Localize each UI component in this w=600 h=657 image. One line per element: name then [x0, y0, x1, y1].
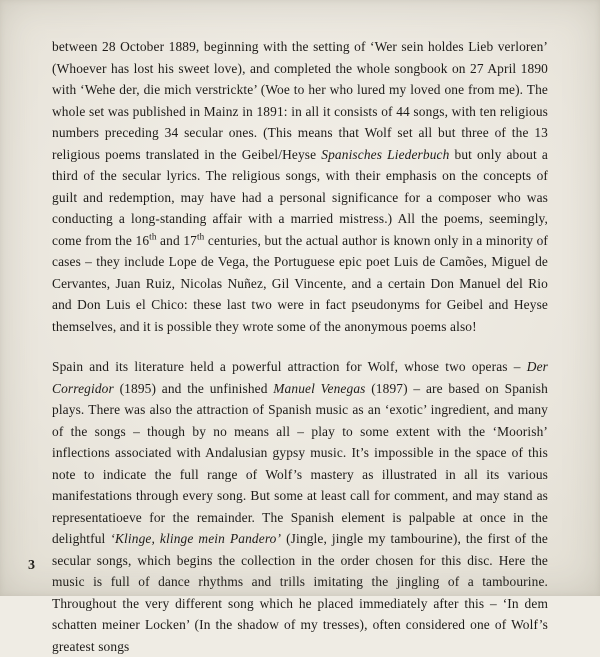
text-run: Spain and its literature held a powerful attraction for Wolf, whose two operas – [52, 359, 527, 374]
text-run: (Jingle, jingle my tambourine), the first of the secular songs, which begins the collection in the order chosen for this disc. Here the music is full of dance rhythms and trills imitating the jingling of a tambourine. Throughout the very different song which he placed immediately after this – ‘In dem schatten meiner Locken’ (In the shadow of my tresses), often considered one of Wolf’s greatest songs [52, 531, 548, 654]
opera-title-manuel-venegas: Manuel Venegas [273, 380, 366, 396]
text-run-italic: Spanisches Liederbuch [321, 146, 450, 162]
opera-title-der-corregidor: Der Corregidor [52, 359, 548, 396]
body-text-column [52, 36, 548, 657]
paragraph-2 [52, 356, 548, 657]
page-number: 3 [28, 558, 35, 573]
text-run: but only about a third of the secular lyrics. The religious songs, with their emphasis on the concepts of guilt and redemption, may have had a personal significance for a composer who was conducting a long-standing affair with a married mistress.) All the poems, seemingly, come from the 16 [52, 146, 548, 248]
text-run: (1895) and the unfinished [113, 380, 274, 396]
text-run: and 17 [156, 232, 197, 248]
text-run: centuries, but the actual author is known only in a minority of cases – they include Lope de Vega, the Portuguese epic poet Luis de Camões, Miguel de Cervantes, Juan Ruiz, Nicolas Nuñez, Gil Vincente, and a certain Don Manuel del Rio and Don Luis el Chico: these last two were in fact pseudonyms for Geibel and Heyse themselves, and it is possible they wrote some of the anonymous poems also! [52, 232, 548, 334]
song-title-klinge-klinge-mein-pandero: ‘Klinge, klinge mein Pandero’ [110, 531, 282, 546]
text-run: between 28 October 1889, beginning with the setting of ‘Wer sein holdes Lieb verloren’ (Whoever has lost his sweet love), and completed the whole songbook on 27 April 1890 with ‘Wehe der, die mich verstrickte’ (Woe to her who lured my loved one from me). The whole set was published in Mainz in 1891: in all it consists of 44 songs, with ten religious numbers preceding 34 secular ones. (This means that Wolf set all but three of the 13 religious poems translated in the Geibel/Heyse [52, 39, 548, 162]
text-run: (1897) – are based on Spanish plays. There was also the attraction of Spanish music as an ‘exotic’ ingredient, and many of the songs – though by no means all – play to some extent with the ‘Moorish’ inflections associated with Andalusian gypsy music. It’s impossible in the space of this note to indicate the full range of Wolf’s mastery as illustrated in all its various manifestations through every song. But some at least call for comment, and may stand as representatioeve for the remainder. The Spanish element is palpable at once in the delightful [52, 380, 548, 546]
ordinal-superscript: th [149, 231, 157, 242]
paragraph-1 [52, 36, 548, 337]
ordinal-superscript: th [197, 231, 205, 242]
